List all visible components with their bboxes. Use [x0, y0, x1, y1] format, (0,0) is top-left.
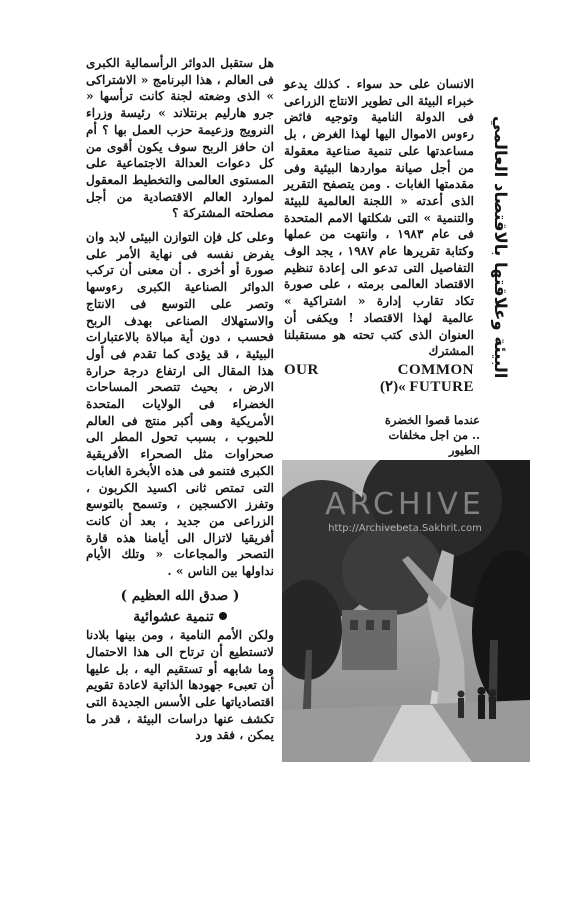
left-paragraph-2: وعلى كل فإن التوازن البيئى لابد وان يفرض نفسه فى نهاية الأمر على صورة أو أخرى . أن معنى أن تركب الدوائر الصناعية الكبرى رءوسها وتصر على التوسع فى الانتاج والاستهلاك الصناعى بهدف الربح فحسب ، دون أية مبالاة بالاعتبارات البيئية ، قد يؤدى كما تقدم فى أول هذا المقال الى ارتفاع درجة حرارة الارض ، بحيث تتصحر المساحات الخضراء فى الولايات المتحدة الأمريكية وهى أكبر منتج فى العالم للحبوب ، بسبب تحول المطر الى صحراوات مثل الصحراء الأفريقية الكبرى فتنمو فى هذه الأبخرة الغابات التى تمتص ثانى اكسيد الكربون ، وتفرز الاكسجين ، وتسمح بالتوسع الزراعى من جديد ، بعد أن كانت أفريقيا لاتزال الى أيامنا هذه قارة التصحر والمجاعات « وتلك الأيام نداولها بين الناس » . — [86, 230, 274, 579]
bullet-icon — [219, 612, 227, 620]
right-column-text: الانسان على حد سواء . كذلك يدعو خبراء البيئة الى تطوير الانتاج الزراعى فى الدولة النامية وتوجيه فائض رءوس الاموال اليها لهذا الغرض ، بل مساعدتها على تنمية صناعية معقولة من أجل صيانة مواردها البيئية وفى مقدمتها الغابات . ومن يتصفح التقرير الذى أعدته « اللجنة العالمية للبيئة والتنمية » التى شكلتها الامم المتحدة فى عام ١٩٨٣ ، وانتهت من عملها وكتابة تقريرها عام ١٩٨٧ ، يجد الوف التفاصيل التى تدعو الى إعادة تنظيم الاقتصاد العالمى برمته ، على صورة تكاد تقارب إدارة « اشتراكية » عالمية لهذا الاقتصاد ! ويكفى أن العنوان الذى كتب تحته هو مستقبلنا المشترك — [284, 77, 474, 359]
quran-quote: ( صدق الله العظيم ) — [120, 587, 240, 604]
english-title-line1 — [284, 362, 474, 379]
subheading-text: تنمية عشوائية — [133, 608, 214, 625]
english-word-our: OUR — [284, 361, 319, 378]
right-column — [284, 76, 474, 395]
english-title-line2 — [284, 379, 474, 396]
article-title: البيئة وعلاقتها بالاقتصاد العالمي — [491, 115, 510, 378]
photo-caption: عندما قصوا الخضرة .. من اجل مخلفات الطيور — [384, 413, 480, 457]
left-column — [86, 55, 274, 744]
left-paragraph-3: ولكن الأمم النامية ، ومن بينها بلادنا لاتستطيع أن ترتاح الى هذا الاحتمال وما شابهه أو تستقيم اليه ، بل عليها أن تعبىء جهودها الذاتية لاعادة تقويم اقتصادياتها على الأسس الجديدة التى تكشف عنها دراسات البيئة ، قدر ما يمكن ، فقد ورد — [86, 628, 274, 743]
english-word-future: (٢)« FUTURE — [380, 378, 474, 395]
archive-watermark: ARCHIVE — [325, 487, 485, 522]
section-subheading — [86, 609, 274, 626]
english-word-common: COMMON — [397, 361, 474, 378]
left-paragraph-1: هل ستقبل الدوائر الرأسمالية الكبرى فى العالم ، هذا البرنامج « الاشتراكى » الذى وضعته لجنة كانت ترأسها « جرو هارليم برنتلاند » رئيسة وزراء النرويج وزعيمة حزب العمل بها ؟ أم ان حافز الربح سوف يكون أقوى من كل دعوات العدالة الاجتماعية على المستوى العالمى والتخطيط المعقول لموارد العالم الاقتصادية من أجل مصلحته المشتركة ؟ — [86, 56, 274, 221]
archive-watermark-url: http://Archivebeta.Sakhrit.com — [328, 523, 482, 534]
